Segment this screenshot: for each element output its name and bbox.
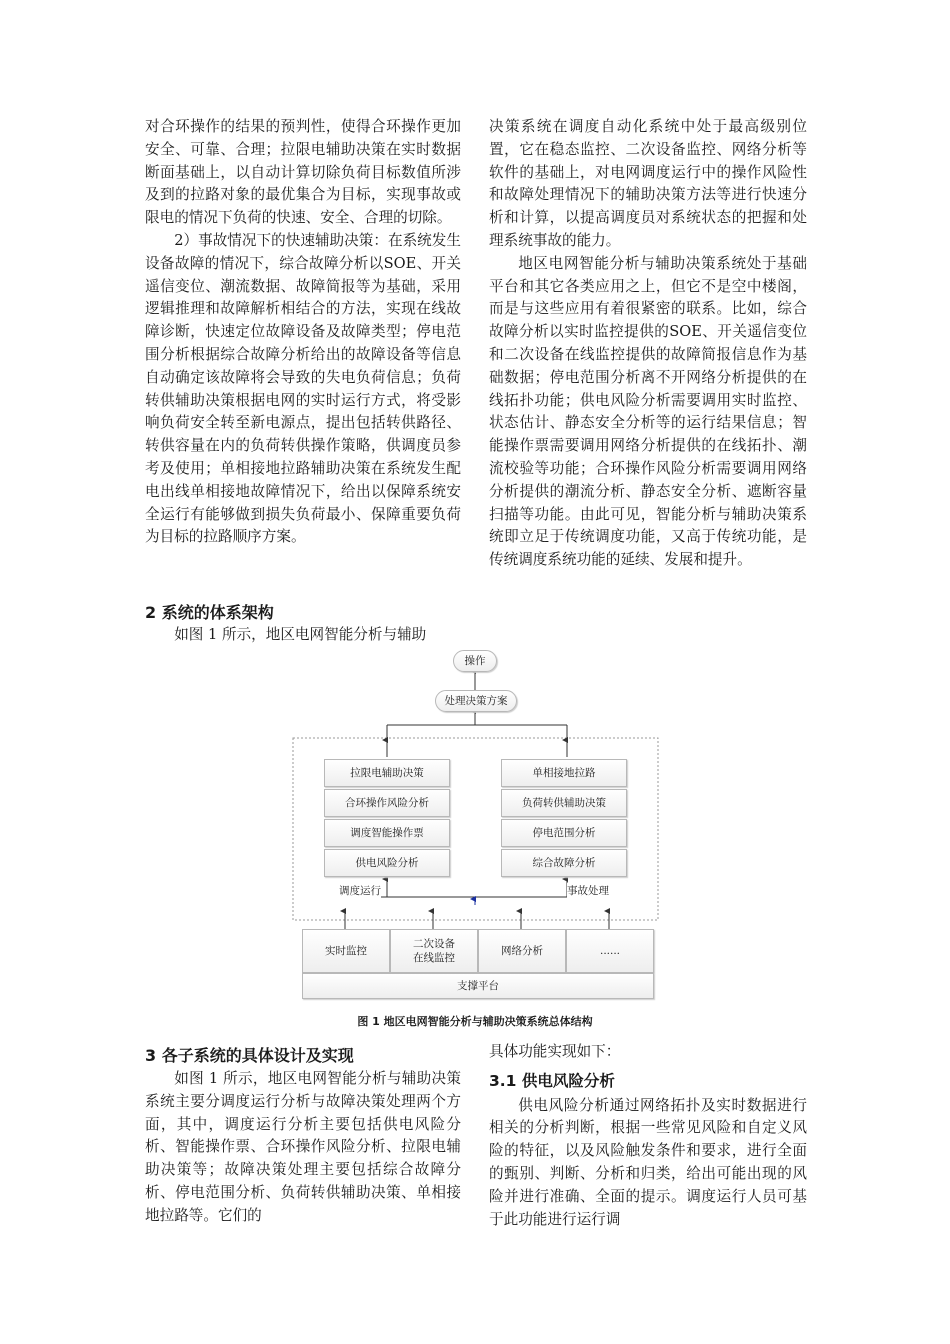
paragraph: 地区电网智能分析与辅助决策系统处于基础平台和其它各类应用之上，但它不是空中楼阁，而是与这些应用有着很紧密的联系。比如，综合故障分析以实时监控提供的SOE、开关遥信变位和二次设备在线监控提供的故障简报信息作为基础数据；停电范围分析离不开网络分析提供的在线拓扑功能；供电风险分析需要调用实时监控、状态估计、静态安全分析等的运行结果信息；智能操作票需要调用网络分析提供的在线拓扑、潮流校验等功能；合环操作风险分析需要调用网络分析提供的潮流分析、静态安全分析、遮断容量扫描等功能。由此可见，智能分析与辅助决策系统即立足于传统调度功能，又高于传统功能，是传统调度系统功能的延续、发展和提升。 (489, 254, 807, 569)
decision-plan-box: 处理决策方案 (435, 690, 517, 712)
paragraph: 如图 1 所示，地区电网智能分析与辅助决策系统主要分调度运行分析与故障决策处理两个方面，其中，调度运行分析主要包括供电风险分析、智能操作票、合环操作风险分析、拉限电辅助决策等；故障决策处理主要包括综合故障分析、停电范围分析、负荷转供辅助决策、单相接地拉路等。它们的 (145, 1070, 461, 1224)
column-right-top (489, 116, 807, 572)
bottom-box-network: 网络分析 (478, 929, 566, 973)
column-right-bottom (489, 1041, 807, 1231)
right-col-box-3: 停电范围分析 (501, 819, 627, 847)
architecture-figure (255, 645, 675, 1005)
bottom-box-secondary (390, 929, 478, 973)
figure-caption: 图 1 地区电网智能分析与辅助决策系统总体结构 (357, 1015, 593, 1028)
subsection-heading: 3.1 供电风险分析 (489, 1071, 615, 1090)
section-heading-3: 3 各子系统的具体设计及实现 (145, 1046, 354, 1065)
bottom-box-more: ...... (566, 929, 654, 973)
right-col-box-1: 单相接地拉路 (501, 759, 627, 787)
left-col-box-1: 拉限电辅助决策 (324, 759, 450, 787)
support-platform-box: 支撑平台 (302, 973, 654, 999)
paragraph: 2）事故情况下的快速辅助决策：在系统发生设备故障的情况下，综合故障分析以SOE、开关遥信变位、潮流数据、故障简报等为基础，采用逻辑推理和故障解析相结合的方法，实现在线故障诊断，快速定位故障设备及故障类型；停电范围分析根据综合故障分析给出的故障设备等信息自动确定该故障将会导致的失电负荷信息；负荷转供辅助决策根据电网的实时运行方式，将受影响负荷安全转至新电源点，提出包括转供路径、转供容量在内的负荷转供操作策略，供调度员参考及使用；单相接地拉路辅助决策在系统发生配电出线单相接地故障情况下，给出以保障系统安全运行有能够做到损失负荷最小、保障重要负荷为目标的拉路顺序方案。 (145, 231, 461, 546)
bottom-box-secondary-line2: 在线监控 (413, 952, 455, 964)
paragraph: 决策系统在调度自动化系统中处于最高级别位置，它在稳态监控、二次设备监控、网络分析等软件的基础上，对电网调度运行中的操作风险性和故障处理情况下的辅助决策方法等进行快速分析和计算，以提高调度员对系统状态的把握和处理系统事故的能力。 (489, 118, 807, 249)
paragraph: 对合环操作的结果的预判性，使得合环操作更加安全、可靠、合理；拉限电辅助决策在实时数据断面基础上，以自动计算切除负荷目标数值所涉及到的拉路对象的最优集合为目标，实现事故或限电的情况下负荷的快速、安全、合理的切除。 (145, 118, 461, 227)
column-left-intro (145, 624, 461, 647)
left-col-box-3: 调度智能操作票 (324, 819, 450, 847)
column-left-bottom (145, 1068, 461, 1228)
column-left-top (145, 116, 461, 549)
bottom-box-secondary-line1: 二次设备 (413, 938, 455, 950)
left-col-box-4: 供电风险分析 (324, 849, 450, 877)
paragraph: 如图 1 所示，地区电网智能分析与辅助 (174, 626, 427, 643)
section-heading-2: 2 系统的体系架构 (145, 603, 274, 622)
fault-handling-label: 事故处理 (567, 885, 609, 897)
bottom-box-realtime: 实时监控 (302, 929, 390, 973)
right-col-box-2: 负荷转供辅助决策 (501, 789, 627, 817)
paragraph: 供电风险分析通过网络拓扑及实时数据进行相关的分析判断，根据一些常见风险和自定义风险的特征，以及风险触发条件和要求，进行全面的甄别、判断、分析和归类，给出可能出现的风险并进行准确、全面的提示。调度运行人员可基于此功能进行运行调 (489, 1096, 807, 1228)
operation-box: 操作 (453, 650, 497, 672)
dispatch-operation-label: 调度运行 (339, 885, 381, 897)
paragraph: 具体功能实现如下： (489, 1043, 621, 1060)
right-col-box-4: 综合故障分析 (501, 849, 627, 877)
left-col-box-2: 合环操作风险分析 (324, 789, 450, 817)
